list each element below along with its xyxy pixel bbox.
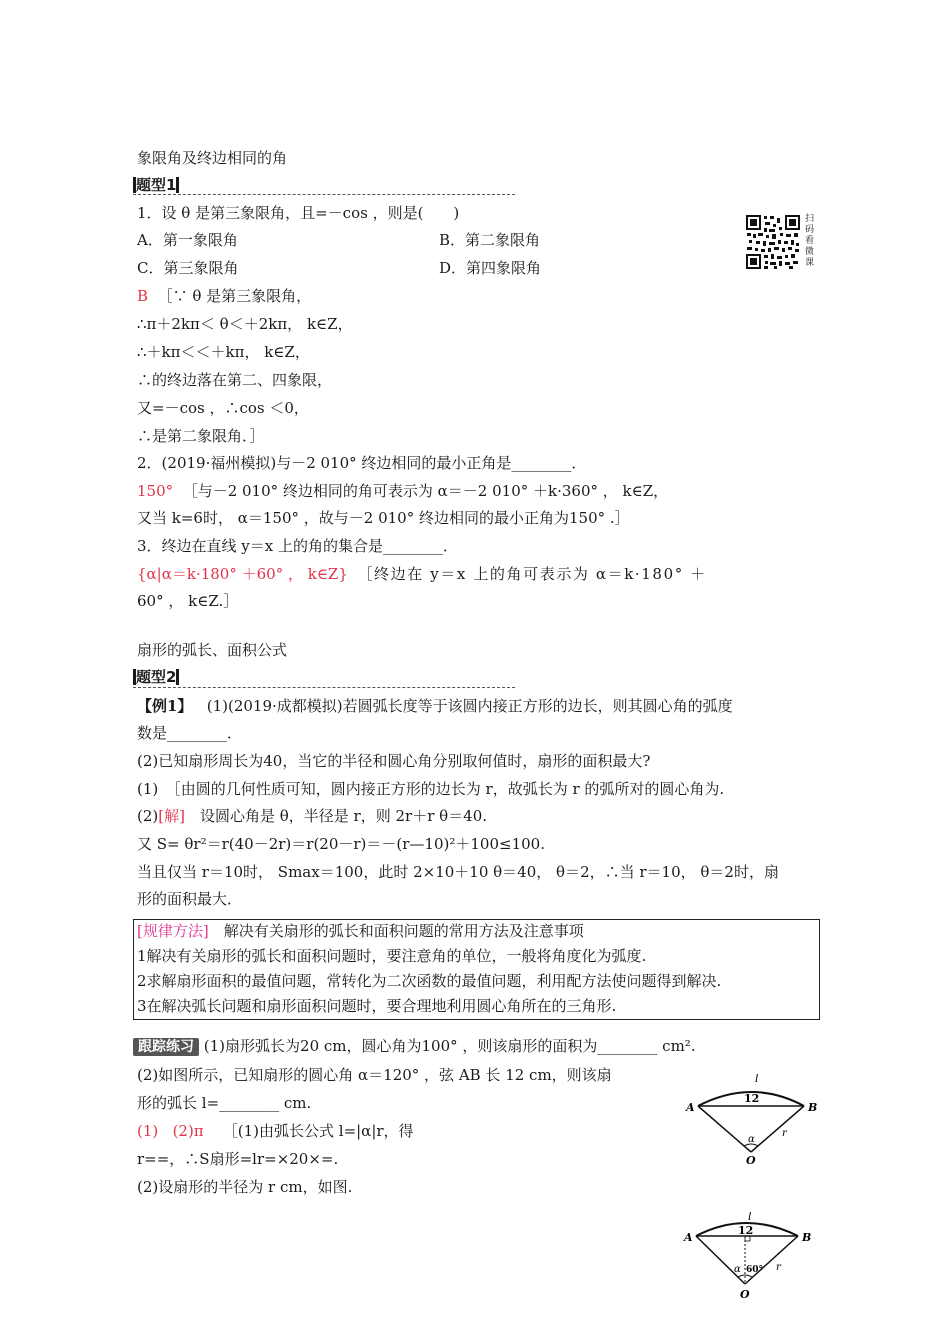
q1-option-d: D．第四象限角 (439, 259, 542, 277)
radius-oa (698, 1106, 751, 1152)
q1-answer: B (137, 287, 149, 305)
badge-bar-right (176, 669, 179, 685)
q1-sol1: ［∵ θ 是第三象限角， (157, 287, 312, 305)
q1-solution-line2: ∴π＋2kπ＜ θ＜＋2kπ， k∈Z， (137, 315, 353, 333)
example1-solution5: 形的面积最大． (137, 890, 243, 908)
q2-sol1: ［与－2 010° 终边相同的角可表示为 α＝－2 010° ＋k·360° ， k∈Z， (182, 482, 669, 500)
label-r: r (782, 1128, 787, 1139)
method-heading (137, 921, 584, 941)
q2-solution-line2: 又当 k=6时， α＝150° ，故与－2 010° 终边相同的最小正角为150° .］ (137, 509, 630, 527)
solution2-text: 设圆心角是 θ，半径是 r，则 2r＋r θ＝40. (184, 807, 488, 825)
badge-label: 题型1 (136, 176, 177, 194)
track-solution-line1 (137, 1121, 414, 1141)
q3-solution-line2: 60° ， k∈Z.］ (137, 592, 239, 610)
section-divider (133, 194, 515, 195)
example1-solution2 (137, 806, 487, 826)
label-60: 60° (746, 1265, 764, 1275)
label-o: O (740, 1288, 750, 1301)
q2-answer: 150° (137, 482, 174, 500)
q1-solution-line5: 又=－cos ，∴cos ＜0， (137, 399, 309, 417)
section-divider (133, 687, 515, 688)
example1-p1a: (1)(2019·成都模拟)若圆弧长度等于该圆内接正方形的边长，则其圆心角的弧度 (206, 697, 733, 715)
badge-bar-right (176, 177, 179, 193)
qr-label: 扫码看微课 (805, 214, 815, 268)
method-tag: [规律方法] (137, 922, 209, 940)
label-alpha: α (748, 1134, 755, 1145)
example-label: 【例1】 (137, 697, 193, 715)
track-line1 (133, 1036, 696, 1056)
q2-solution-line1 (137, 481, 668, 501)
label-b: B (802, 1231, 812, 1244)
section-title-quadrant-angles: 象限角及终边相同的角 (137, 149, 288, 167)
track-badge: 跟踪练习 (133, 1038, 199, 1056)
q1-option-a: A．第一象限角 (137, 231, 238, 249)
example1-solution4: 当且仅当 r＝10时， Smax＝100，此时 2×10＋10 θ＝40， θ＝2，∴当 r＝10， θ＝2时，扇 (137, 863, 779, 881)
label-chord: 12 (744, 1092, 760, 1105)
method-item-2: 2求解扇形面积的最值问题，常转化为二次函数的最值问题，利用配方法使问题得到解决. (137, 972, 722, 990)
q3-stem: 3．终边在直线 y＝x 上的角的集合是________． (137, 537, 459, 555)
radius-oa (696, 1236, 745, 1284)
solution-tag: [解] (158, 807, 185, 825)
radius-ob (751, 1106, 804, 1152)
method-item-1: 1解决有关扇形的弧长和面积问题时，要注意角的单位，一般将角度化为弧度. (137, 947, 647, 965)
badge-label: 题型2 (136, 668, 177, 686)
q1-solution-line6: ∴是第二象限角．］ (137, 427, 265, 445)
example1-line2: 数是________． (137, 724, 243, 742)
sector-figure-1 (684, 1074, 824, 1166)
label-a: A (684, 1231, 693, 1244)
q1-option-b: B．第二象限角 (439, 231, 541, 249)
q3-solution-line1 (137, 564, 707, 584)
radius-ob (745, 1236, 798, 1284)
label-chord: 12 (738, 1224, 754, 1237)
q3-answer: {α|α＝k·180° ＋60° ， k∈Z} (137, 565, 348, 583)
track-answer-2: (2)π (172, 1122, 204, 1140)
label-b: B (808, 1101, 818, 1114)
q1-option-c: C．第三象限角 (137, 259, 239, 277)
qr-code[interactable] (745, 214, 801, 270)
section-title-sector: 扇形的弧长、面积公式 (137, 641, 288, 659)
example1-solution3: 又 S= θr²＝r(40－2r)＝r(20－r)＝－(r—10)²＋100≤100. (137, 835, 545, 853)
method-box (133, 919, 820, 1020)
q1-stem: 1．设 θ 是第三象限角，且=－cos ，则是( ) (137, 204, 460, 222)
solution2-prefix: (2) (137, 807, 159, 825)
section-badge-2 (133, 668, 179, 686)
q1-solution-line3: ∴＋kπ＜＜＋kπ， k∈Z， (137, 343, 310, 361)
label-l: l (755, 1074, 759, 1085)
example1-line1 (137, 696, 733, 716)
track-q1: (1)扇形弧长为20 cm，圆心角为100° ，则该扇形的面积为________ cm². (203, 1037, 696, 1055)
example1-solution1: (1) ［由圆的几何性质可知，圆内接正方形的边长为 r，故弧长为 r 的弧所对的圆心角为. (137, 780, 725, 798)
section-badge-1 (133, 176, 179, 194)
track-solution-line3: (2)设扇形的半径为 r cm，如图. (137, 1178, 353, 1196)
sector-figure-2 (680, 1212, 820, 1304)
track-sol1: ［(1)由弧长公式 l=|α|r，得 (222, 1122, 414, 1140)
track-q2-line2: 形的弧长 l=________ cm. (137, 1094, 312, 1112)
q1-solution-line4: ∴的终边落在第二、四象限， (137, 371, 333, 389)
track-answer-1: (1) (137, 1122, 159, 1140)
q1-solution-line1 (137, 286, 311, 306)
method-item-3: 3在解决弧长问题和扇形面积问题时，要合理地利用圆心角所在的三角形. (137, 997, 617, 1015)
label-l: l (748, 1212, 752, 1223)
example1-line3: (2)已知扇形周长为40，当它的半径和圆心角分别取何值时，扇形的面积最大? (137, 752, 651, 770)
method-heading-text: 解决有关扇形的弧长和面积问题的常用方法及注意事项 (208, 922, 584, 940)
track-q2-line1: (2)如图所示，已知扇形的圆心角 α＝120° ，弦 AB 长 12 cm，则该扇 (137, 1066, 612, 1084)
label-a: A (686, 1101, 695, 1114)
q2-stem: 2．(2019·福州模拟)与－2 010° 终边相同的最小正角是________． (137, 454, 587, 472)
q3-sol1: ［终边在 y＝x 上的角可表示为 α＝k·180° ＋ (357, 565, 707, 583)
track-solution-line2: r==，∴S扇形=lr=×20×=. (137, 1150, 339, 1168)
label-alpha: α (734, 1264, 741, 1275)
label-r: r (776, 1262, 781, 1273)
label-o: O (746, 1154, 756, 1166)
